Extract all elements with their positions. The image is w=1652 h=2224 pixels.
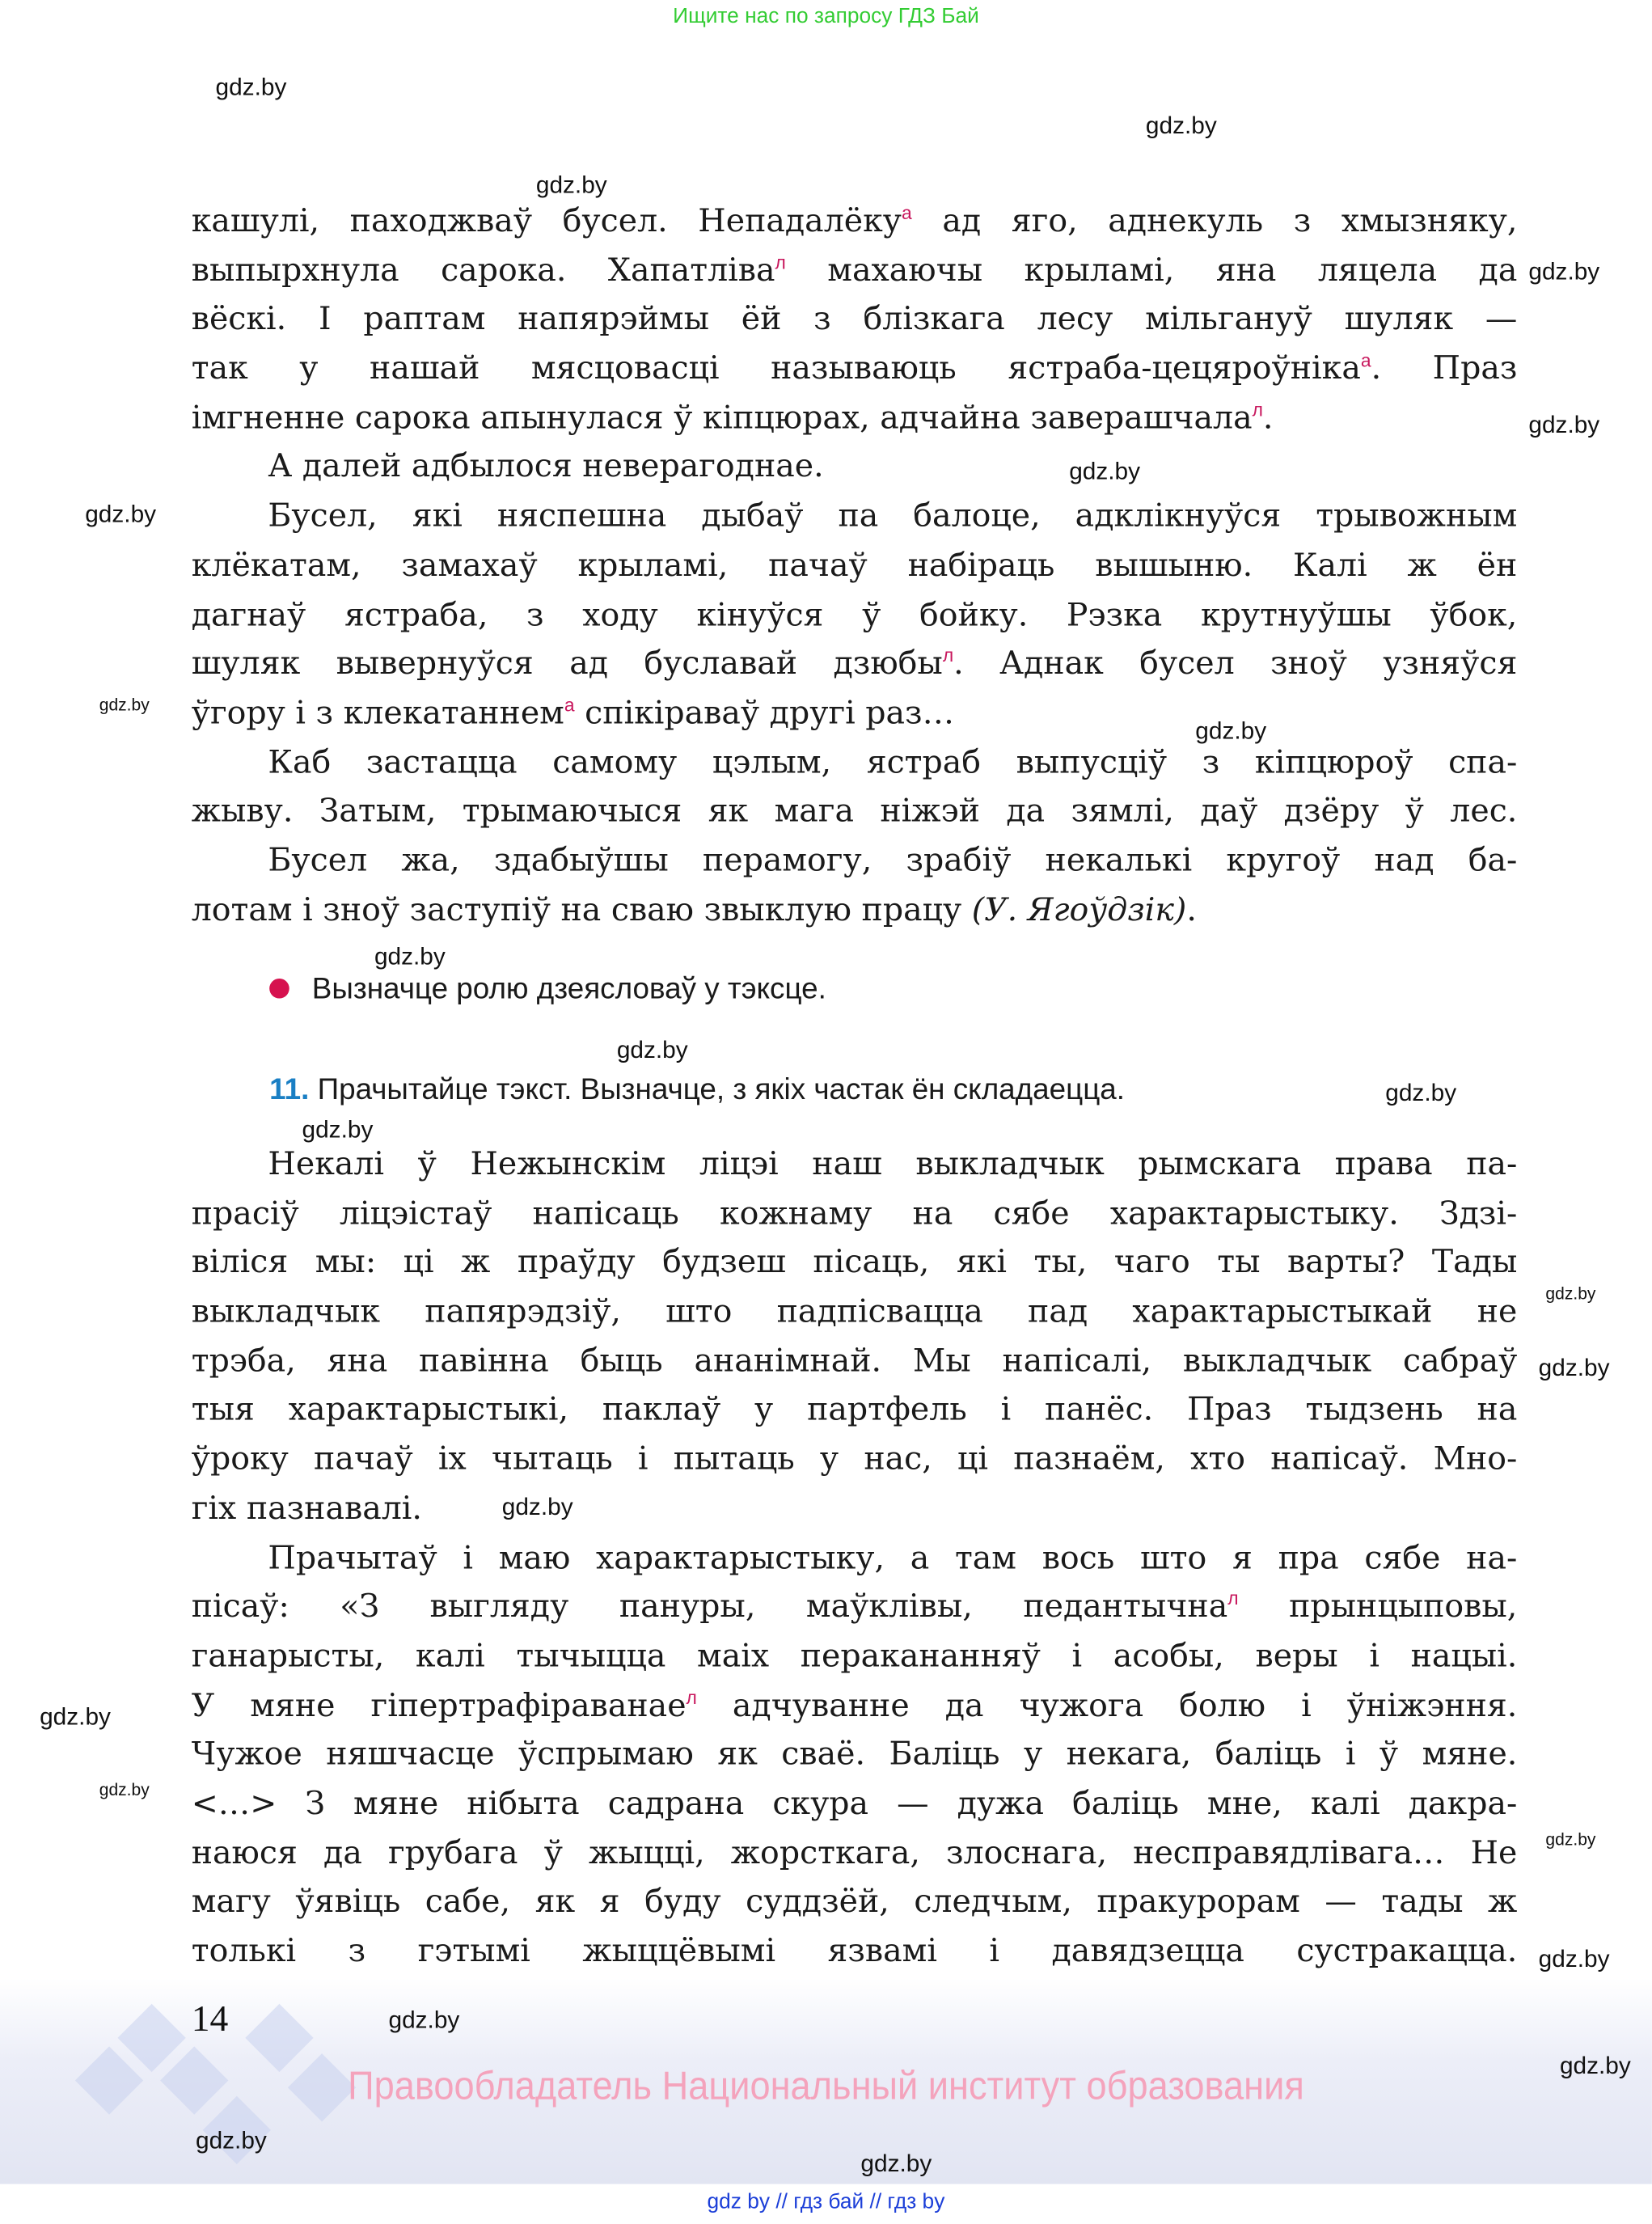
text-run: Бусел, які няспешна дыбаў па балоце, адклікнуўся трывожным: [268, 497, 1518, 535]
text-run: віліся мы: ці ж праўду будзеш пісаць, які ты, чаго ты варты? Тады: [191, 1244, 1518, 1282]
text-line: [192, 203, 1518, 252]
text-line: [192, 1490, 1518, 1540]
search-hint-banner[interactable]: Ищите нас по запросу ГДЗ Бай: [673, 4, 979, 29]
text-run: тыя характарыстыкі, паклаў у партфель і панёс. Праз тыдзень на: [191, 1392, 1518, 1429]
text-run: шуляк вывернуўся ад буславай дзюбы: [191, 645, 943, 683]
text-line: [192, 1884, 1518, 1933]
text-run: жыву. Затым, трымаючыся як мага ніжэй да зямлі, даў дзёру ў лес.: [191, 793, 1518, 831]
text-run: выпырхнула сарока. Хапатліва: [191, 252, 775, 290]
text-run: вёскі. І раптам напярэймы ёй з блізкага лесу мільгануў шуляк —: [191, 301, 1518, 339]
watermark: gdz.by: [1528, 411, 1600, 438]
text-line: [192, 1195, 1518, 1245]
text-run: А далей адбылося неверагоднае.: [268, 448, 824, 486]
text-run: Прачытаў і маю характарыстыку, а там вось што я пра сябе на-: [268, 1539, 1518, 1577]
watermark: gdz.by: [99, 1779, 150, 1800]
watermark: gdz.by: [1069, 458, 1141, 485]
copyright-watermark: Правообладатель Национальный институт образования: [348, 2063, 1304, 2108]
text-line: [192, 695, 1518, 744]
text-run: наюся да грубага ў жыцці, жорсткага, злоснага, несправядлівага… Не: [191, 1834, 1518, 1872]
text-line: [192, 1786, 1518, 1835]
text-run: лотам і зноў заступіў на сваю звыклую працу: [191, 891, 972, 928]
text-line: [192, 1638, 1518, 1687]
text-run: пісаў: «З выгляду пануры, маўклівы, педантычна: [191, 1588, 1228, 1626]
author-attribution: (У. Ягоўдзік): [971, 891, 1187, 928]
text-run: прасіў ліцэістаў напісаць кожнаму на сябе характарыстыку. Здзі-: [191, 1194, 1518, 1233]
page-number: 14: [191, 1998, 229, 2040]
text-run: . Аднак бусел зноў узняўся: [953, 645, 1518, 683]
text-run: ўроку пачаў іх чытаць і пытаць у нас, ці пазнаём, хто напісаў. Мно-: [191, 1440, 1518, 1478]
watermark: gdz.by: [1545, 1283, 1596, 1304]
task-11: [269, 1073, 1125, 1107]
text-line: [192, 1588, 1518, 1638]
text-line: [192, 1392, 1518, 1441]
text-run: Бусел жа, здабыўшы перамогу, зрабіў некалькі кругоў над ба-: [268, 842, 1518, 880]
text-run: клёкатам, замахаў крыламі, пачаў набіраць вышыню. Калі ж ён: [191, 547, 1518, 585]
story-text: [192, 203, 1518, 941]
text-line: [192, 1293, 1518, 1342]
text-run: .: [1186, 891, 1197, 928]
text-line: [192, 449, 1518, 498]
text-run: . Праз: [1371, 350, 1518, 387]
watermark: gdz.by: [302, 1116, 374, 1144]
lyceum-text: [192, 1146, 1518, 1982]
glossary-mark: а: [564, 694, 575, 716]
watermark: gdz.by: [1538, 1945, 1610, 1973]
glossary-mark: л: [1252, 399, 1263, 421]
text-line: [192, 1441, 1518, 1490]
text-run: Некалі ў Нежынскім ліцэі наш выкладчык рымскага права па-: [268, 1145, 1518, 1183]
text-line: [192, 498, 1518, 548]
watermark: gdz.by: [501, 1493, 573, 1520]
text-run: У мяне гіпертрафіраванае: [191, 1687, 687, 1724]
glossary-mark: л: [775, 251, 786, 273]
text-line: [192, 350, 1518, 400]
task-text: Прачытайце тэкст. Вызначце, з якіх частак ён складаецца.: [317, 1073, 1126, 1106]
text-line: [192, 1835, 1518, 1884]
glossary-mark: л: [686, 1686, 697, 1708]
text-run: трэба, яна павінна быць ананімнай. Мы напісалі, выкладчык сабраў: [191, 1342, 1518, 1380]
text-line: [192, 1342, 1518, 1392]
glossary-mark: л: [1227, 1588, 1239, 1609]
watermark: gdz.by: [195, 2127, 267, 2154]
text-run: толькі з гэтымі жыццёвымі язвамі і давядзецца сустракацца.: [191, 1933, 1518, 1970]
text-run: гіх пазнавалі.: [191, 1490, 422, 1528]
watermark: gdz.by: [1195, 717, 1267, 745]
text-run: імгненне сарока апынулася ў кіпцюрах, адчайна заверашчала: [191, 400, 1253, 437]
watermark: gdz.by: [374, 943, 446, 970]
text-run: прынцыповы,: [1238, 1588, 1518, 1626]
watermark: gdz.by: [99, 695, 150, 715]
watermark: gdz.by: [1559, 2052, 1631, 2079]
glossary-mark: а: [1360, 349, 1371, 371]
text-line: [192, 400, 1518, 449]
text-run: дагнаў ястраба, з ходу кінуўся ў бойку. Рэзка крутнуўшы ўбок,: [191, 596, 1518, 633]
watermark: gdz.by: [215, 74, 287, 101]
text-line: [192, 744, 1518, 793]
text-line: [192, 793, 1518, 843]
text-line: [192, 1687, 1518, 1736]
text-line: [192, 645, 1518, 695]
watermark: gdz.by: [40, 1703, 111, 1731]
text-run: ад яго, аднекуль з хмызняку,: [911, 202, 1518, 240]
text-line: [192, 891, 1518, 941]
watermark: gdz.by: [535, 171, 607, 199]
question-text: Вызначце ролю дзеясловаў у тэксце.: [311, 972, 826, 1006]
text-line: [192, 252, 1518, 302]
watermark: gdz.by: [388, 2006, 460, 2034]
text-run: спікіраваў другі раз…: [574, 695, 955, 732]
footer-links[interactable]: gdz by // гдз бай // гдз by: [707, 2189, 945, 2214]
watermark: gdz.by: [1538, 1354, 1610, 1382]
text-line: [192, 1146, 1518, 1195]
text-line: [192, 548, 1518, 597]
text-run: ганарысты, калі тычыцца маіх перакананняў і асобы, веры і нацыі.: [191, 1638, 1518, 1675]
glossary-mark: л: [942, 645, 954, 666]
watermark: gdz.by: [1545, 1829, 1596, 1850]
glossary-mark: а: [902, 201, 912, 224]
text-run: .: [1262, 400, 1274, 437]
watermark: gdz.by: [1145, 112, 1217, 139]
watermark: gdz.by: [85, 501, 157, 528]
text-run: адчуванне да чужога болю і ўніжэння.: [696, 1687, 1518, 1724]
text-run: Чужое няшчасце ўспрымаю як сваё. Баліць у некага, баліць і ў мяне.: [191, 1736, 1518, 1774]
watermark: gdz.by: [1528, 258, 1600, 285]
text-line: [192, 1245, 1518, 1294]
text-run: махаючы крыламі, яна ляцела да: [785, 252, 1518, 290]
text-run: кашулі, паходжваў бусел. Непадалёку: [191, 202, 902, 240]
text-run: магу ўявіць сабе, як я буду суддзёй, следчым, пракурорам — тады ж: [191, 1884, 1518, 1921]
text-line: [192, 1933, 1518, 1982]
text-line: [192, 1540, 1518, 1589]
watermark: gdz.by: [860, 2150, 932, 2177]
bullet-icon: [269, 979, 289, 999]
text-line: [192, 596, 1518, 645]
text-line: [192, 843, 1518, 892]
watermark: gdz.by: [1385, 1079, 1457, 1106]
task-number: 11.: [269, 1073, 310, 1106]
text-run: ўгору і з клекатаннем: [191, 695, 564, 732]
text-line: [192, 301, 1518, 350]
text-run: <…> З мяне нібыта садрана скура — дужа баліць мне, калі дакра-: [191, 1785, 1518, 1823]
text-run: так у нашай мясцовасці называюць ястраба-цецяроўніка: [191, 350, 1361, 387]
text-line: [192, 1736, 1518, 1786]
text-run: выкладчык папярэдзіў, што падпісвацца пад характарыстыкай не: [191, 1293, 1518, 1330]
watermark: gdz.by: [616, 1036, 688, 1064]
text-run: Каб застацца самому цэлым, ястраб выпусціў з кіпцюроў спа-: [268, 743, 1518, 781]
